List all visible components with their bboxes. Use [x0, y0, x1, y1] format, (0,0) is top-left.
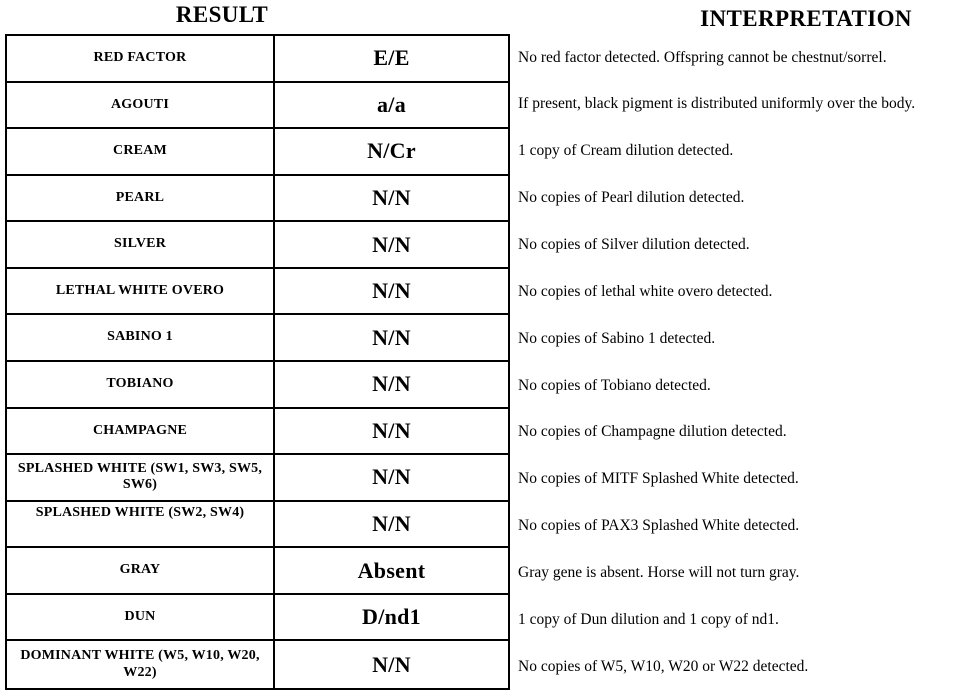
- table-row: [7, 36, 508, 83]
- interpretation-text: No copies of Pearl dilution detected.: [518, 189, 745, 207]
- interpretation-text: Gray gene is absent. Horse will not turn gray.: [518, 563, 800, 581]
- trait-label: SABINO 1: [7, 315, 275, 360]
- result-value: a/a: [376, 91, 406, 117]
- interpretation-text: No copies of Champagne dilution detected.: [518, 423, 787, 441]
- result-value: D/nd1: [362, 604, 421, 630]
- trait-label: CHAMPAGNE: [7, 409, 275, 454]
- interpretation-column-header: INTERPRETATION: [700, 6, 912, 31]
- result-value: N/N: [372, 184, 411, 210]
- trait-label: PEARL: [7, 176, 275, 221]
- table-row: [7, 502, 508, 549]
- table-row: [7, 83, 508, 130]
- interpretation-text: No copies of PAX3 Splashed White detected.: [518, 517, 800, 535]
- interpretation-text: No copies of Tobiano detected.: [518, 376, 711, 394]
- result-value: N/Cr: [367, 138, 416, 164]
- interpretation-text: 1 copy of Cream dilution detected.: [518, 142, 734, 160]
- result-value: N/N: [372, 510, 411, 536]
- interpretation-column: [518, 34, 967, 690]
- trait-label: GRAY: [7, 548, 275, 593]
- result-column-header: RESULT: [175, 2, 269, 27]
- result-value: N/N: [372, 371, 411, 397]
- trait-label: TOBIANO: [7, 362, 275, 407]
- table-row: [7, 595, 508, 642]
- result-value: N/N: [372, 231, 411, 257]
- result-value: N/N: [372, 651, 411, 677]
- trait-label: RED FACTOR: [7, 36, 275, 81]
- interpretation-text: No copies of Silver dilution detected.: [518, 235, 750, 253]
- trait-label: SPLASHED WHITE (SW2, SW4): [7, 502, 275, 547]
- interpretation-text: No red factor detected. Offspring cannot be chestnut/sorrel.: [518, 48, 887, 66]
- table-row: [7, 176, 508, 223]
- result-value: Absent: [357, 557, 426, 583]
- table-row: [7, 548, 508, 595]
- interpretation-text: No copies of Sabino 1 detected.: [518, 329, 716, 347]
- table-row: [7, 362, 508, 409]
- result-value: N/N: [372, 324, 411, 350]
- interpretation-text: If present, black pigment is distributed uniformly over the body.: [518, 95, 916, 113]
- table-row: [7, 222, 508, 269]
- table-row: [7, 641, 508, 688]
- result-value: N/N: [372, 278, 411, 304]
- interpretation-text: No copies of MITF Splashed White detected.: [518, 470, 799, 488]
- result-value: N/N: [372, 417, 411, 443]
- table-row: [7, 269, 508, 316]
- result-value: N/N: [372, 464, 411, 490]
- trait-label: SPLASHED WHITE (SW1, SW3, SW5, SW6): [7, 455, 275, 500]
- interpretation-text: No copies of lethal white overo detected.: [518, 282, 773, 300]
- trait-label: SILVER: [7, 222, 275, 267]
- trait-label: CREAM: [7, 129, 275, 174]
- interpretation-text: 1 copy of Dun dilution and 1 copy of nd1.: [518, 610, 779, 628]
- trait-label: LETHAL WHITE OVERO: [7, 269, 275, 314]
- result-value: E/E: [373, 45, 410, 71]
- interpretation-text: No copies of W5, W10, W20 or W22 detected.: [518, 657, 809, 675]
- trait-label: AGOUTI: [7, 83, 275, 128]
- table-row: [7, 455, 508, 502]
- table-row: [7, 129, 508, 176]
- table-row: [7, 409, 508, 456]
- trait-label: DUN: [7, 595, 275, 640]
- result-table: [5, 34, 510, 690]
- trait-label: DOMINANT WHITE (W5, W10, W20, W22): [7, 641, 275, 688]
- table-row: [7, 315, 508, 362]
